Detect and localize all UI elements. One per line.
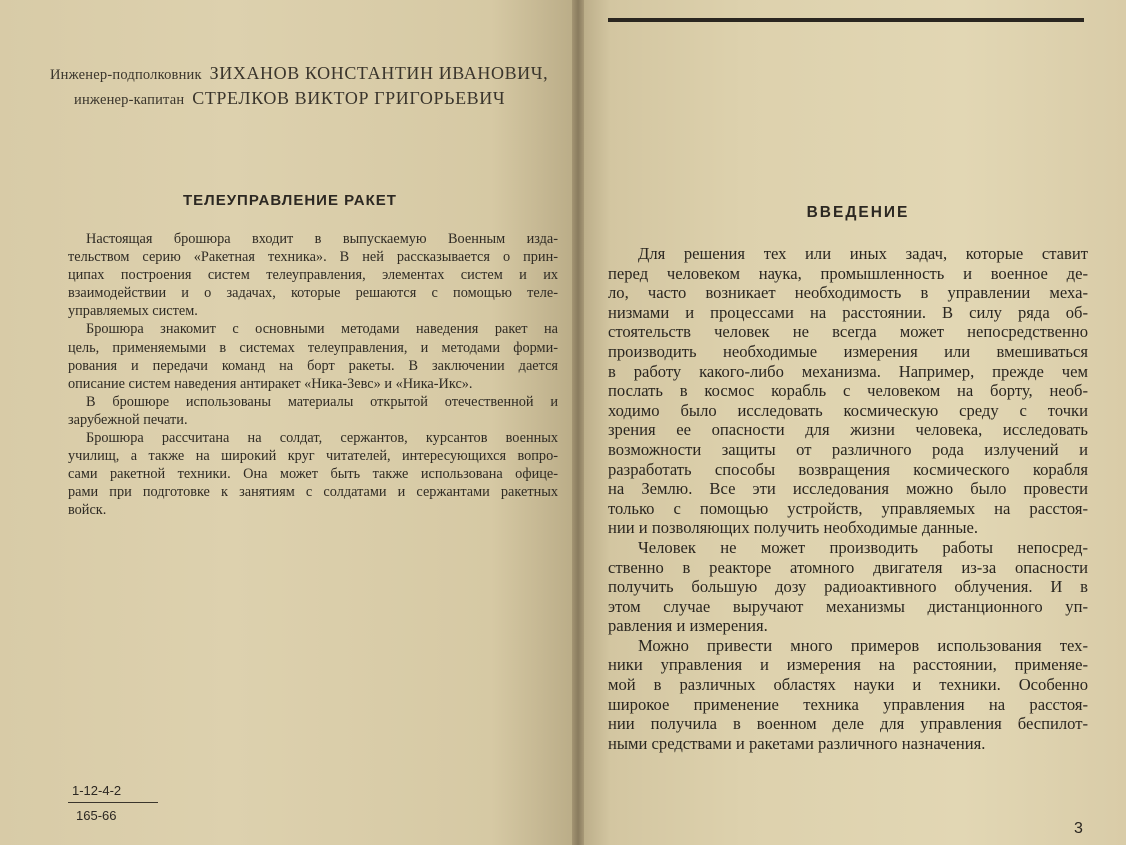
text-line: зрения ее опасности для жизни человека, исследовать [608, 420, 1088, 440]
text-line: цель, применяемыми в системах телеуправления, и методами форми- [68, 339, 558, 356]
text-line: в работу какого-либо механизма. Например, прежде чем [608, 361, 1088, 381]
text-line: разработать способы возвращения космического корабля [608, 459, 1088, 479]
text-line: низмами и процессами на расстоянии. В силу ряда об- [608, 302, 1088, 322]
right-page [578, 0, 1126, 845]
author-name: СТРЕЛКОВ ВИКТОР ГРИГОРЬЕВИЧ [192, 88, 506, 108]
introduction-text [608, 244, 1088, 753]
text-line: рами при подготовке к занятиям с солдатами и сержантами ракетных [68, 484, 558, 501]
text-line: этом случае выручают механизмы дистанционного уп- [608, 596, 1088, 616]
text-line: послать в космос корабль с человеком на борту, необ- [608, 381, 1088, 401]
text-line: ственно в реакторе атомного двигателя из-за опасности [608, 557, 1088, 577]
text-line: сами ракетной техники. Она может быть также использована офице- [68, 466, 558, 483]
annotation-text [68, 230, 558, 520]
text-line: ло, часто возникает необходимость в управлении меха- [608, 283, 1088, 303]
author-line-2 [50, 87, 570, 112]
text-line: на Землю. Все эти исследования можно было провести [608, 479, 1088, 499]
text-line: Можно привести много примеров использования тех- [638, 635, 1088, 655]
text-line: Настоящая брошюра входит в выпускаемую Военным изда- [86, 231, 558, 247]
publication-code [68, 782, 158, 825]
text-line: Для решения тех или иных задач, которые ставит [638, 244, 1088, 263]
text-line: стоятельств человек не всегда может непосредственно [608, 322, 1088, 342]
author-name: ЗИХАНОВ КОНСТАНТИН ИВАНОВИЧ, [209, 63, 549, 83]
text-line: ными средствами и ракетами различного назначения. [608, 733, 986, 753]
text-line: получить большую дозу радиоактивного облучения. И в [608, 577, 1088, 597]
text-line: Брошюра знакомит с основными методами наведения ракет на [86, 321, 558, 338]
text-line: ходимо было исследовать космическую среду с точки [608, 400, 1088, 420]
text-line: В брошюре использованы материалы открытой отечественной и [86, 393, 558, 410]
text-line: возможности защиты от различного рода излучений и [608, 439, 1088, 459]
text-line: войск. [68, 502, 107, 519]
code-top: 1-12-4-2 [68, 782, 158, 803]
text-line: описание систем наведения антиракет «Ника-Зевс» и «Ника-Икс». [68, 375, 473, 392]
text-line: нии получила в военном деле для управления беспилот- [608, 714, 1088, 734]
author-rank: инженер-капитан [74, 92, 185, 108]
text-line: Брошюра рассчитана на солдат, сержантов, курсантов военных [86, 430, 558, 447]
text-line: тельством серию «Ракетная техника». В ней рассказывается о прин- [68, 249, 558, 266]
text-line: мой в различных областях науки и техники. Особенно [608, 675, 1088, 695]
text-line: ципах построения систем телеуправления, элементах систем и их [68, 267, 558, 284]
text-line: училищ, а также на широкий круг читателей, интересующихся вопро- [68, 448, 558, 465]
text-line: производить необходимые измерения или вмешиваться [608, 341, 1088, 361]
text-line: равления и измерения. [608, 616, 768, 636]
authors-block [50, 62, 570, 112]
text-line: Человек не может производить работы непосред- [638, 537, 1088, 557]
text-line: нии и позволяющих получить необходимые данные. [608, 518, 979, 538]
header-rule [608, 18, 1084, 22]
code-bottom: 165-66 [76, 808, 117, 823]
text-line: управляемых систем. [68, 303, 198, 320]
text-line: широкое применение техника управления на расстоя- [608, 694, 1088, 714]
book-title: ТЕЛЕУПРАВЛЕНИЕ РАКЕТ [183, 192, 397, 209]
page-number: 3 [1074, 820, 1083, 837]
author-line-1 [50, 62, 570, 87]
author-rank: Инженер-подполковник [50, 67, 202, 83]
book-spine [572, 0, 584, 845]
chapter-title: ВВЕДЕНИЕ [806, 204, 910, 221]
text-line: ники управления и измерения на расстоянии, применяе- [608, 655, 1088, 675]
text-line: перед человеком наука, промышленность и военное де- [608, 263, 1088, 283]
text-line: только с помощью устройств, управляемых на расстоя- [608, 498, 1088, 518]
text-line: взаимодействии и о задачах, которые решаются с помощью теле- [68, 285, 558, 302]
text-line: рования и передачи команд на борт ракеты. В заключении дается [68, 357, 558, 374]
text-line: зарубежной печати. [68, 411, 188, 428]
